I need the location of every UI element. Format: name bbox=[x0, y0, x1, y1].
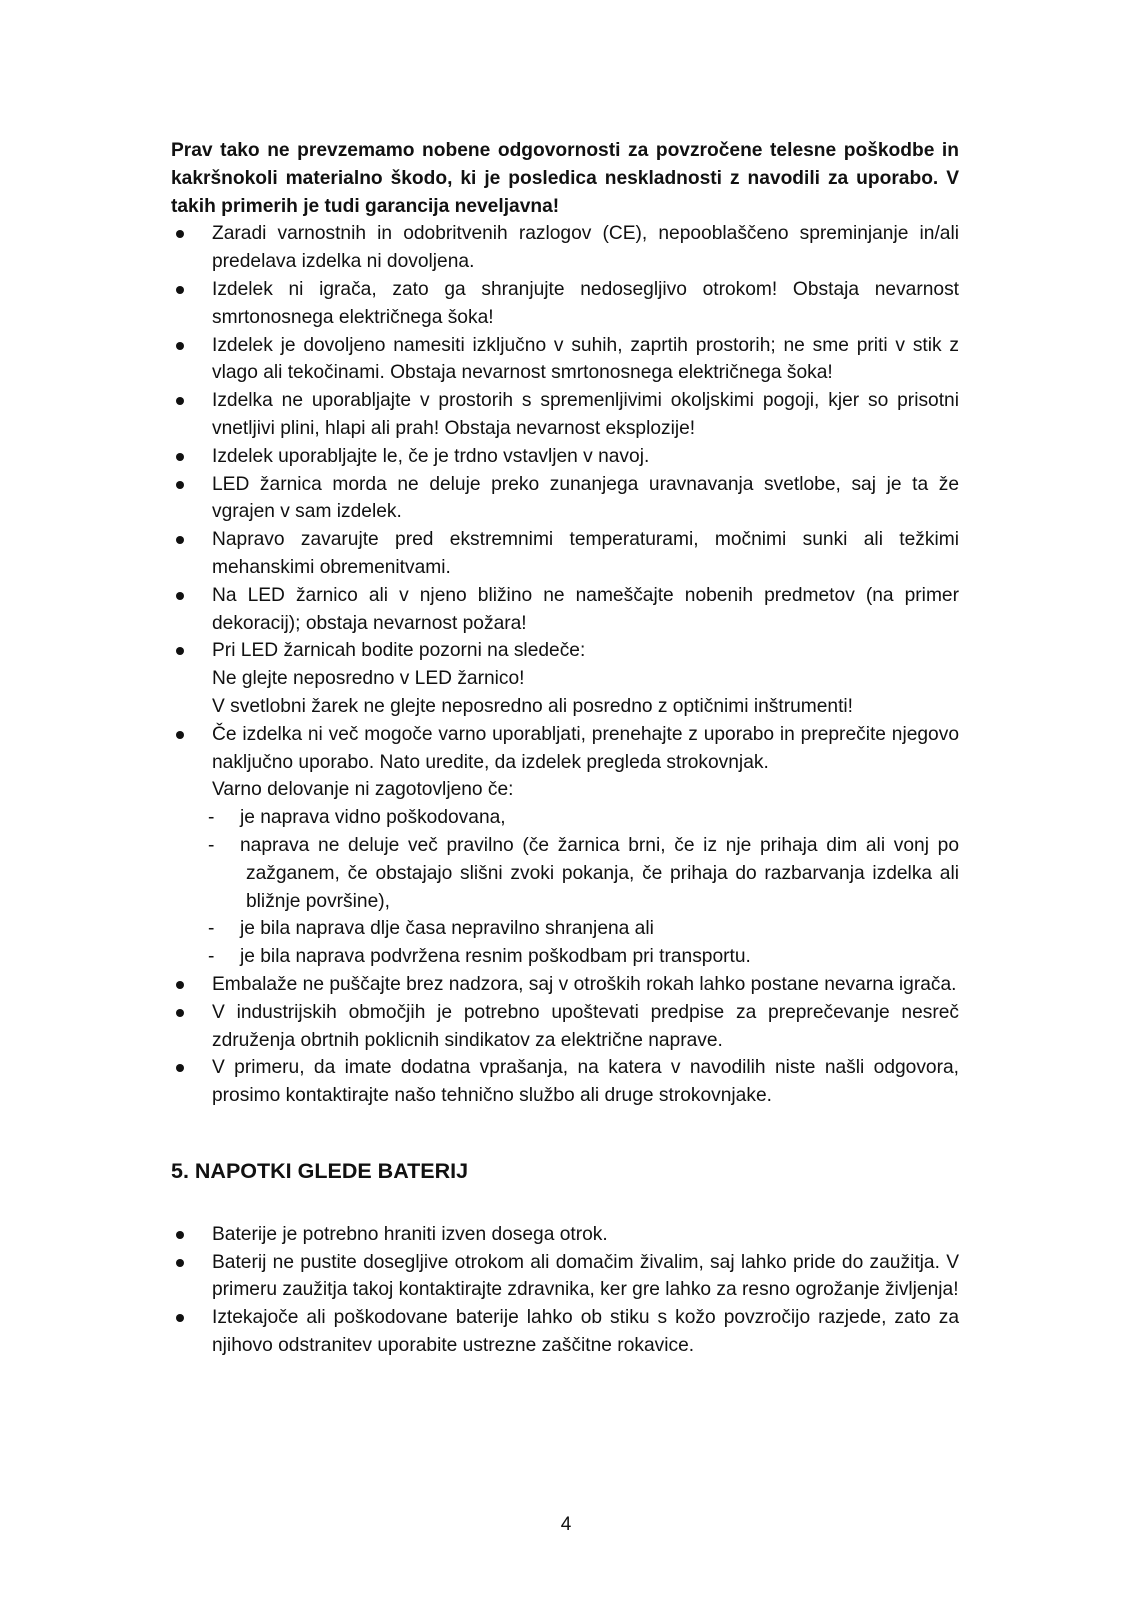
dash-icon: - bbox=[208, 807, 215, 829]
bullet-icon bbox=[176, 647, 184, 655]
unsafe-conditions-list bbox=[208, 804, 959, 971]
list-item: V industrijskih območjih je potrebno upoštevati predpise za preprečevanje nesreč združenja obrtnih poklicnih sindikatov za električne naprave. bbox=[171, 999, 959, 1055]
list-item: Na LED žarnico ali v njeno bližino ne nameščajte nobenih predmetov (na primer dekoracij); obstaja nevarnost požara! bbox=[171, 582, 959, 638]
list-item: Izdelka ne uporabljajte v prostorih s spremenljivimi okoljskimi pogoji, kjer so prisotni vnetljivi plini, hlapi ali prah! Obstaja nevarnost eksplozije! bbox=[171, 387, 959, 443]
bullet-icon bbox=[176, 731, 184, 739]
list-item: - je bila naprava podvržena resnim poškodbam pri transportu. bbox=[208, 943, 959, 971]
list-item: Baterije je potrebno hraniti izven dosega otrok. bbox=[171, 1221, 959, 1249]
led-warning-item: Pri LED žarnicah bodite pozorni na sledeče: Ne glejte neposredno v LED žarnico! V svetlobni žarek ne glejte neposredno ali posredno z optičnimi inštrumenti! bbox=[171, 637, 959, 720]
bullet-icon bbox=[176, 286, 184, 294]
list-item: - naprava ne deluje več pravilno (če žarnica brni, če iz nje prihaja dim ali vonj po zažganem, če obstajajo slišni zvoki pokanja, če prihaja do razbarvanja izdelka ali bližnje površine), bbox=[208, 832, 959, 915]
bullet-icon bbox=[176, 981, 184, 989]
bullet-icon bbox=[176, 1009, 184, 1017]
list-item: LED žarnica morda ne deluje preko zunanjega uravnavanja svetlobe, saj je ta že vgrajen v sam izdelek. bbox=[171, 471, 959, 527]
bullet-icon bbox=[176, 342, 184, 350]
warranty-disclaimer: Prav tako ne prevzemamo nobene odgovornosti za povzročene telesne poškodbe in kakršnokoli materialno škodo, ki je posledica neskladnosti z navodili za uporabo. V takih primerih je tudi garancija neveljavna! bbox=[171, 140, 959, 217]
list-item: Baterij ne pustite dosegljive otrokom ali domačim živalim, saj lahko pride do zaužitja. V primeru zaužitja takoj kontaktirajte zdravnika, ker gre lahko za resno ogrožanje življenja! bbox=[171, 1249, 959, 1305]
unsafe-operation-item: Če izdelka ni več mogoče varno uporabljati, prenehajte z uporabo in preprečite njegovo naključno uporabo. Nato uredite, da izdelek pregleda strokovnjak. Varno delovanje ni zagotovljeno če: - je naprava vidno poškodovana, - naprava ne deluje več pravilno (če žarnica brni, če iz nje prihaja dim ali vonj po zažganem, če obstajajo slišni zvoki pokanja, če prihaja do razbarvanja izdelka ali bližnje površine), - je bila naprava dlje časa nepravilno shranjena ali - je bila naprava podvržena resnim poškodbam pri transportu. bbox=[171, 721, 959, 971]
list-item: V primeru, da imate dodatna vprašanja, na katera v navodilih niste našli odgovora, prosimo kontaktirajte našo tehnično službo ali druge strokovnjake. bbox=[171, 1054, 959, 1110]
bullet-icon bbox=[176, 453, 184, 461]
list-item: Izdelek je dovoljeno namesiti izključno v suhih, zaprtih prostorih; ne sme priti v stik z vlago ali tekočinami. Obstaja nevarnost smrtonosnega električnega šoka! bbox=[171, 332, 959, 388]
list-item: Zaradi varnostnih in odobritvenih razlogov (CE), nepooblaščeno spreminjanje in/ali predelava izdelka ni dovoljena. bbox=[171, 220, 959, 276]
bullet-icon bbox=[176, 1259, 184, 1267]
battery-list bbox=[171, 1221, 959, 1360]
bullet-icon bbox=[176, 1064, 184, 1072]
bullet-icon bbox=[176, 230, 184, 238]
list-item: Izdelek ni igrača, zato ga shranjujte nedosegljivo otrokom! Obstaja nevarnost smrtonosnega električnega šoka! bbox=[171, 276, 959, 332]
page-content bbox=[171, 137, 959, 1360]
bullet-icon bbox=[176, 536, 184, 544]
dash-icon: - bbox=[208, 946, 215, 968]
bullet-icon bbox=[176, 592, 184, 600]
safety-list bbox=[171, 220, 959, 1110]
list-item: Napravo zavarujte pred ekstremnimi temperaturami, močnimi sunki ali težkimi mehanskimi obremenitvami. bbox=[171, 526, 959, 582]
list-item: Izdelek uporabljajte le, če je trdno vstavljen v navoj. bbox=[171, 443, 959, 471]
bullet-icon bbox=[176, 481, 184, 489]
bullet-icon bbox=[176, 1231, 184, 1239]
section-heading: 5. NAPOTKI GLEDE BATERIJ bbox=[171, 1158, 469, 1183]
list-item: Iztekajoče ali poškodovane baterije lahko ob stiku s kožo povzročijo razjede, zato za njihovo odstranitev uporabite ustrezne zaščitne rokavice. bbox=[171, 1304, 959, 1360]
dash-icon: - bbox=[208, 834, 215, 856]
list-item: Embalaže ne puščajte brez nadzora, saj v otroških rokah lahko postane nevarna igrača. bbox=[171, 971, 959, 999]
bullet-icon bbox=[176, 1314, 184, 1322]
dash-icon: - bbox=[208, 918, 215, 940]
page-number: 4 bbox=[560, 1514, 572, 1535]
bullet-icon bbox=[176, 397, 184, 405]
list-item: - je bila naprava dlje časa nepravilno shranjena ali bbox=[208, 915, 959, 943]
list-item: - je naprava vidno poškodovana, bbox=[208, 804, 959, 832]
